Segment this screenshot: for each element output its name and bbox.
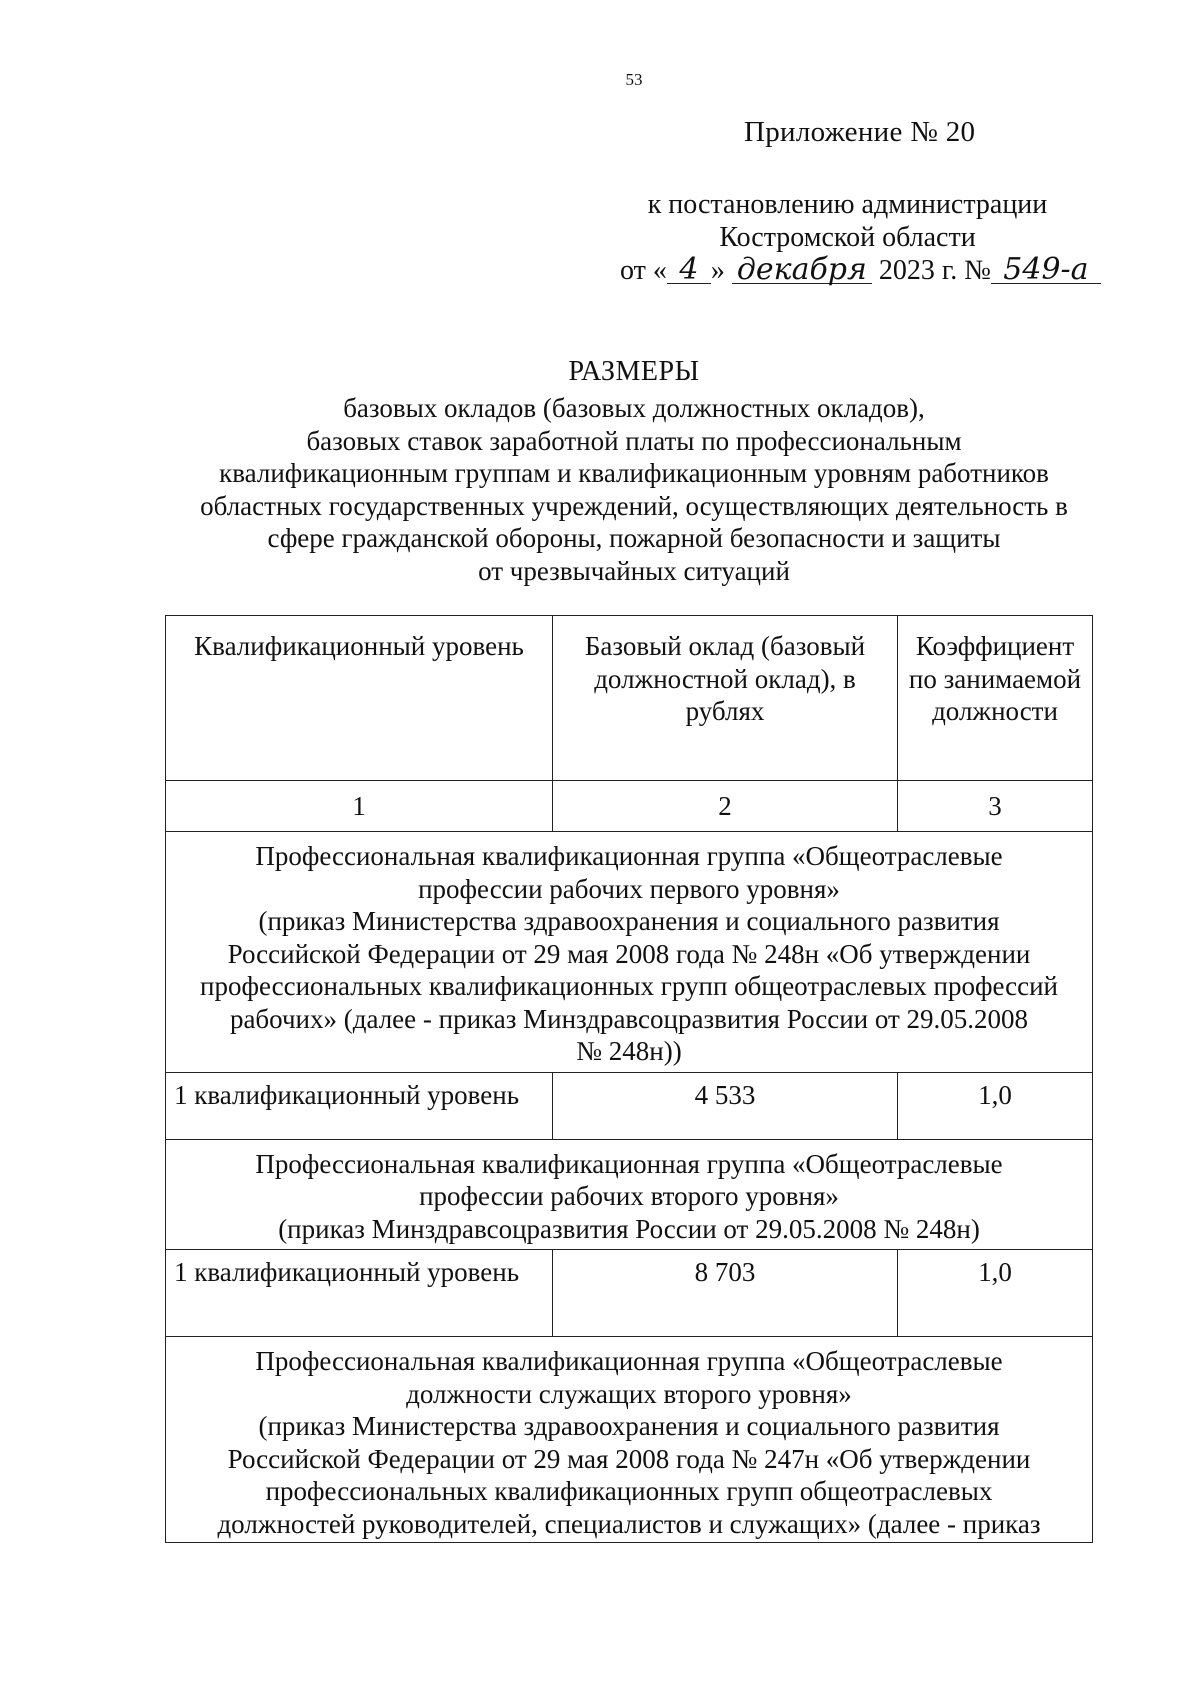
group-line: рабочих» (далее - приказ Минздравсоцразвития России от 29.05.2008 <box>229 1003 1029 1034</box>
group-line: Российской Федерации от 29 мая 2008 года № 248н «Об утверждении <box>227 938 1031 969</box>
group-line: Российской Федерации от 29 мая 2008 года № 247н «Об утверждении <box>227 1443 1031 1474</box>
header-coefficient: Коэффициент по занимаемой должности <box>898 616 1093 781</box>
group-line: (приказ Министерства здравоохранения и социального развития <box>258 1411 1000 1441</box>
appendix-title: Приложение № 20 <box>744 116 976 148</box>
column-number: 1 <box>166 781 553 832</box>
document-heading: РАЗМЕРЫ <box>568 356 700 387</box>
qualification-level-cell: 1 квалификационный уровень <box>166 1072 553 1139</box>
date-year: 2023 г. № <box>878 255 991 286</box>
page-number: 53 <box>625 70 643 89</box>
group-description <box>166 832 1093 1073</box>
group-line: профессии рабочих второго уровня» <box>419 1181 839 1211</box>
group-description <box>166 1337 1093 1543</box>
group-line: Профессиональная квалификационная группа «Общеотраслевые <box>255 1346 1003 1376</box>
group-line: № 248н)) <box>576 1036 682 1066</box>
group-line: профессиональных квалификационных групп общеотраслевых профессий <box>200 971 1058 1001</box>
group-line: Профессиональная квалификационная группа «Общеотраслевые <box>255 1148 1003 1179</box>
group-row-workers-first-level <box>166 832 1093 1073</box>
group-line: Профессиональная квалификационная группа «Общеотраслевые <box>255 841 1003 871</box>
salary-table <box>165 615 1093 1543</box>
group-line: профессиональных квалификационных групп общеотраслевых <box>265 1476 993 1506</box>
handwritten-doc-number: 549-а <box>991 257 1101 284</box>
subheading-line: базовых окладов (базовых должностных окладов), <box>343 393 925 423</box>
table-header-row <box>166 616 1093 781</box>
salary-cell: 4 533 <box>553 1072 898 1139</box>
column-number: 3 <box>898 781 1093 832</box>
coefficient-cell: 1,0 <box>898 1250 1093 1337</box>
appendix-line-region: Костромской области <box>719 222 976 253</box>
handwritten-month: декабря <box>732 257 872 284</box>
group-line: профессии рабочих первого уровня» <box>418 873 840 904</box>
subheading-line: сфере гражданской обороны, пожарной безопасности и защиты <box>267 523 1001 553</box>
date-prefix: от « <box>620 255 667 286</box>
appendix-line-resolution: к постановлению администрации <box>647 189 1048 220</box>
group-line: должности служащих второго уровня» <box>406 1378 852 1409</box>
appendix-block <box>620 188 1089 287</box>
group-row-workers-second-level <box>166 1139 1093 1250</box>
subheading-line: от чрезвычайных ситуаций <box>478 555 790 586</box>
document-subheading <box>160 392 1108 587</box>
subheading-line: базовых ставок заработной платы по профессиональным <box>306 425 962 456</box>
group-row-employees-second-level <box>166 1337 1093 1543</box>
group-line: должностей руководителей, специалистов и служащих» (далее - приказ <box>217 1508 1041 1539</box>
qualification-level-cell: 1 квалификационный уровень <box>166 1250 553 1337</box>
header-base-salary: Базовый оклад (базовый должностной оклад), в рублях <box>553 616 898 781</box>
column-number: 2 <box>553 781 898 832</box>
handwritten-day: 4 <box>667 257 711 284</box>
salary-cell: 8 703 <box>553 1250 898 1337</box>
subheading-line: областных государственных учреждений, осуществляющих деятельность в <box>200 490 1068 521</box>
group-line: (приказ Министерства здравоохранения и социального развития <box>258 906 1000 936</box>
appendix-date-line <box>620 252 1089 287</box>
table-row <box>166 1072 1093 1139</box>
group-line: (приказ Минздравсоцразвития России от 29.05.2008 № 248н) <box>278 1213 980 1244</box>
group-description <box>166 1139 1093 1250</box>
table-row <box>166 1250 1093 1337</box>
date-mid: » <box>710 255 725 286</box>
subheading-line: квалификационным группам и квалификационным уровням работников <box>219 458 1049 488</box>
header-qualification-level: Квалификационный уровень <box>166 616 553 781</box>
coefficient-cell: 1,0 <box>898 1072 1093 1139</box>
table-column-numbers-row <box>166 781 1093 832</box>
